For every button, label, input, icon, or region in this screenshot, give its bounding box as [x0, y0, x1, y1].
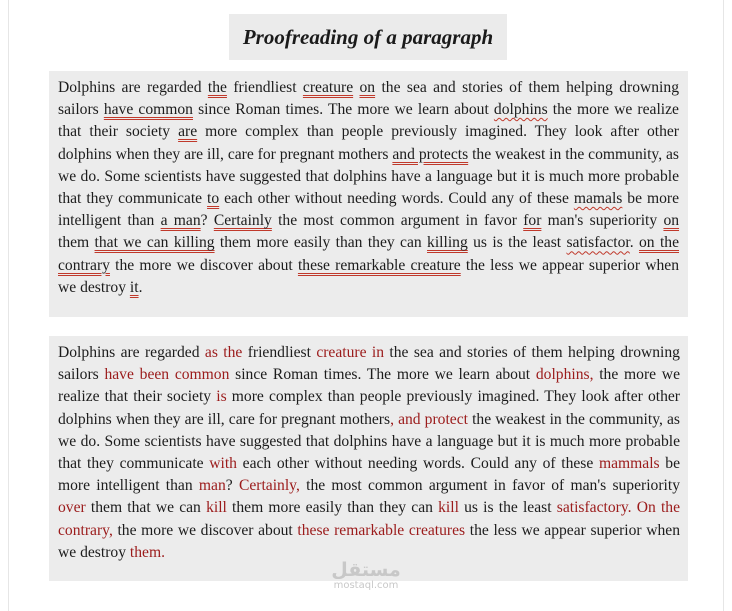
- error-mark: killing: [427, 234, 468, 252]
- corrected-text: the weakest in the community, as we do. Some scientists have suggested that dolphins have a language but it is much more probable that they communicate: [58, 410, 680, 473]
- original-text: them: [58, 234, 95, 252]
- correction: is: [216, 388, 227, 406]
- correction: kill: [206, 499, 227, 517]
- correction: creature in: [316, 344, 385, 361]
- error-mark: dolphins: [493, 101, 548, 119]
- watermark-arabic: مستقل: [331, 559, 401, 581]
- watermark: [320, 560, 412, 592]
- error-mark: Certainly: [213, 212, 272, 230]
- original-text: .: [138, 278, 143, 296]
- corrected-text: the less we appear superior when we destroy: [58, 521, 680, 561]
- correction: mammals: [598, 455, 660, 473]
- original-paragraph-box: [49, 71, 688, 317]
- corrected-text: the more we realize that their society: [58, 366, 680, 406]
- error-mark: on: [663, 212, 680, 230]
- corrected-text: the more we discover about: [112, 521, 298, 539]
- original-text: each other without needing words. Could any of these: [219, 190, 574, 208]
- error-mark: these remarkable creature: [297, 256, 461, 274]
- corrected-text: us is the least: [458, 499, 557, 517]
- error-mark: for: [523, 212, 542, 230]
- original-text: the weakest in the community, as we do. Some scientists have suggested that dolphins have a language but it is much more probable that they communicate: [58, 145, 679, 208]
- original-text: man's superiority: [541, 212, 664, 230]
- error-mark: on the contrary: [58, 234, 679, 274]
- error-mark: are: [178, 123, 198, 141]
- original-text: them more easily than they can: [214, 234, 428, 252]
- original-text: the less we appear superior when we destroy: [58, 256, 679, 296]
- corrected-paragraph: [58, 342, 680, 564]
- original-text: be more intelligent than: [58, 190, 679, 230]
- correction: over: [58, 499, 86, 517]
- original-text: ?: [200, 212, 214, 230]
- original-text: the more we realize that their society: [58, 101, 679, 141]
- error-mark: on: [359, 79, 376, 96]
- correction: kill: [438, 499, 459, 517]
- original-text: the more we discover about: [109, 256, 298, 274]
- error-mark: a man: [160, 212, 201, 230]
- correction: have been common: [104, 366, 230, 384]
- corrected-text: each other without needing words. Could any of these: [236, 455, 599, 473]
- correction: Certainly,: [238, 477, 300, 495]
- correction: these remarkable creatures: [297, 521, 466, 539]
- correction: with: [209, 455, 237, 473]
- original-text: the most common argument in favor: [271, 212, 524, 230]
- corrected-text: the most common argument in favor of man's superiority: [299, 477, 681, 495]
- corrected-text: them more easily than they can: [226, 499, 439, 517]
- error-mark: that we can killing: [94, 234, 215, 252]
- error-mark: and protects: [392, 145, 469, 163]
- original-paragraph: [58, 77, 679, 299]
- original-text: more complex than people previously imagined. They look after other dolphins when they are ill, care for pregnant mothers: [58, 123, 679, 163]
- corrected-text: more complex than people previously imagined. They look after other dolphins when they are ill, care for pregnant mothers: [58, 388, 681, 428]
- original-text: friendliest: [226, 79, 303, 96]
- correction: dolphins,: [535, 366, 594, 384]
- error-mark: satisfactor: [566, 234, 630, 252]
- corrected-text: them that we can: [85, 499, 207, 517]
- original-text: .: [629, 234, 639, 252]
- original-text: us is the least: [467, 234, 567, 252]
- corrected-text: be more intelligent than: [58, 455, 680, 495]
- error-mark: to: [207, 190, 220, 208]
- error-mark: creature: [302, 79, 354, 96]
- title-box: [229, 14, 507, 60]
- page-title: Proofreading of a paragraph: [242, 24, 494, 49]
- correction: satisfactory. On the contrary,: [58, 499, 680, 539]
- error-mark: the: [207, 79, 227, 96]
- correction: man: [198, 477, 226, 495]
- correction: them.: [129, 543, 165, 561]
- corrected-text: friendliest: [242, 344, 317, 361]
- original-text: Dolphins are regarded: [58, 79, 208, 96]
- corrected-text: since Roman times. The more we learn about: [229, 366, 536, 384]
- original-text: the sea and stories of them helping drowning sailors: [58, 79, 679, 119]
- error-mark: mamals: [573, 190, 623, 208]
- error-mark: it: [129, 278, 139, 296]
- correction: as the: [204, 344, 243, 361]
- original-text: since Roman times. The more we learn about: [192, 101, 494, 119]
- error-mark: have common: [103, 101, 193, 119]
- watermark-latin: mostaql.com: [333, 580, 399, 591]
- corrected-text: ?: [225, 477, 239, 495]
- corrected-text: Dolphins are regarded: [58, 344, 205, 361]
- corrected-paragraph-box: [49, 336, 688, 581]
- correction: , and protect: [390, 410, 468, 428]
- corrected-text: the sea and stories of them helping drowning sailors: [58, 344, 680, 384]
